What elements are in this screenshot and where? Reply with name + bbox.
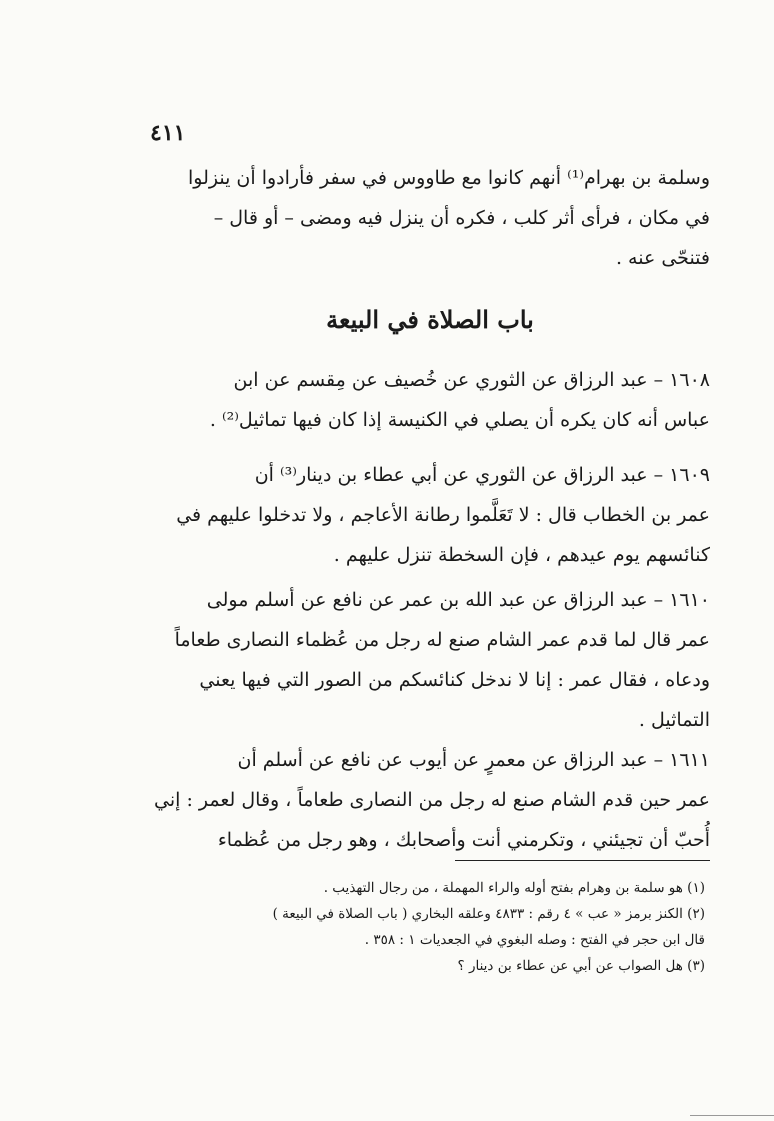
footnotes — [150, 875, 705, 979]
text-line: ودعاه ، فقال عمر : إنا لا ندخل كنائسكم من الصور التي فيها يعني — [199, 669, 710, 691]
text-line: ١٦١١ – عبد الرزاق عن معمرٍ عن أيوب عن نافع عن أسلم أن — [237, 749, 710, 771]
scan-edge-line — [690, 1115, 774, 1116]
text-line: التماثيل . — [638, 709, 710, 731]
entry-1609 — [150, 455, 710, 575]
text-line: عباس أنه كان يكره أن يصلي في الكنيسة إذا كان فيها تماثيل⁽²⁾ . — [209, 409, 710, 431]
text-line: ١٦١٠ – عبد الرزاق عن عبد الله بن عمر عن نافع عن أسلم مولى — [206, 589, 710, 611]
entry-1611 — [150, 740, 710, 860]
chapter-title: باب الصلاة في البيعة — [326, 305, 534, 334]
entry-1608 — [150, 360, 710, 440]
intro-paragraph — [150, 158, 710, 278]
entry-1610 — [150, 580, 710, 740]
footnote-divider — [455, 860, 710, 861]
text-line: أُحبّ أن تجيئني ، وتكرمني أنت وأصحابك ، وهو رجل من عُظماء — [217, 829, 710, 851]
text-line: ١٦٠٩ – عبد الرزاق عن الثوري عن أبي عطاء بن دينار⁽³⁾ أن — [254, 464, 710, 486]
text-line: كنائسهم يوم عيدهم ، فإن السخطة تنزل عليهم . — [333, 544, 710, 566]
footnote-3: (٣) هل الصواب عن أبي عن عطاء بن دينار ؟ — [457, 958, 705, 974]
page-number: ٤١١ — [150, 120, 186, 146]
text-line: في مكان ، فرأى أثر كلب ، فكره أن ينزل فيه ومضى – أو قال – — [213, 207, 710, 229]
footnote-2: (٢) الكنز برمز « عب » ٤ رقم : ٤٨٣٣ وعلقه البخاري ( باب الصلاة في البيعة ) — [272, 906, 705, 922]
text-line: عمر بن الخطاب قال : لا تَعَلَّموا رطانة الأعاجم ، ولا تدخلوا عليهم في — [176, 504, 710, 526]
text-line: عمر حين قدم الشام صنع له رجل من النصارى طعاماً ، وقال لعمر : إني — [154, 789, 710, 811]
footnote-1: (١) هو سلمة بن وهرام بفتح أوله والراء المهملة ، من رجال التهذيب . — [323, 880, 705, 896]
text-line: عمر قال لما قدم عمر الشام صنع له رجل من عُظماء النصارى طعاماً — [174, 629, 710, 651]
text-line: ١٦٠٨ – عبد الرزاق عن الثوري عن خُصيف عن مِقسم عن ابن — [233, 369, 710, 391]
text-line: وسلمة بن بهرام⁽¹⁾ أنهم كانوا مع طاووس في سفر فأرادوا أن ينزلوا — [188, 167, 710, 189]
footnote-2-continued: قال ابن حجر في الفتح : وصله البغوي في الجعديات ١ : ٣٥٨ . — [364, 932, 705, 948]
text-line: فتنحّى عنه . — [615, 247, 710, 269]
